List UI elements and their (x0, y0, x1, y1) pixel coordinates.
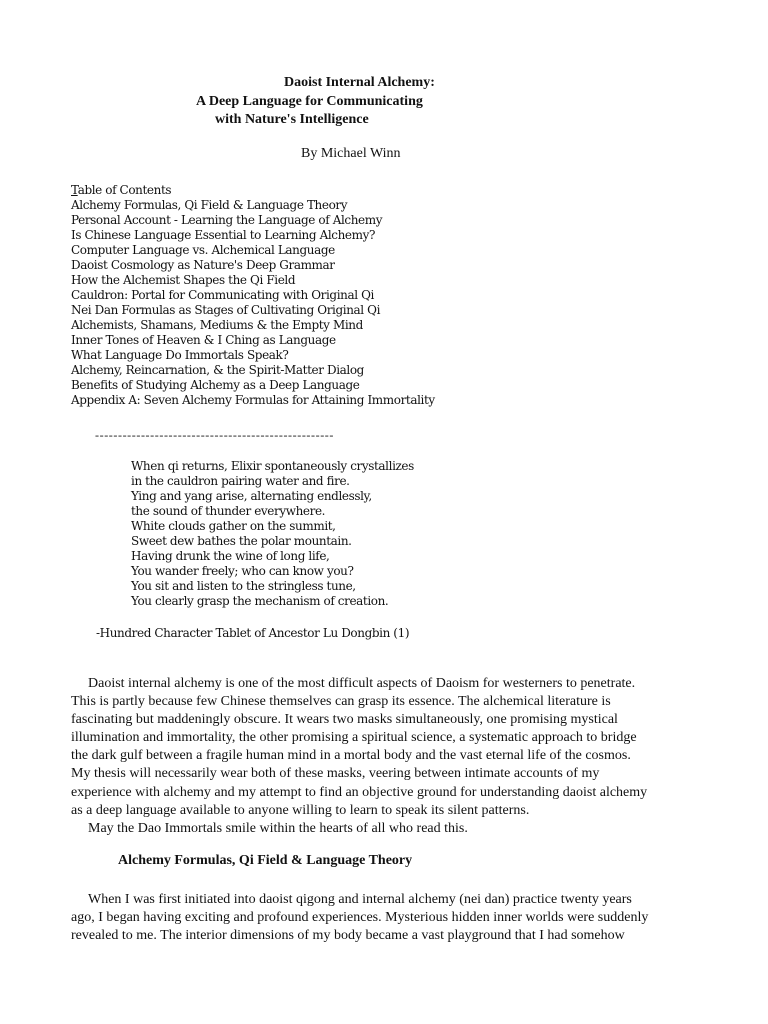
blessing-line: May the Dao Immortals smile within the hearts of all who read this. (88, 820, 468, 836)
toc-item: Alchemy, Reincarnation, & the Spirit-Matter Dialog (71, 363, 364, 377)
body-line: revealed to me. The interior dimensions of my body became a vast playground that I had somehow (71, 928, 625, 944)
section-heading: Alchemy Formulas, Qi Field & Language Theory (118, 853, 413, 868)
toc-item: Nei Dan Formulas as Stages of Cultivating Original Qi (71, 303, 381, 317)
section-paragraph (71, 891, 731, 945)
poem-line: Having drunk the wine of long life, (131, 549, 330, 563)
poem-line: White clouds gather on the summit, (131, 519, 336, 533)
section-divider: ---------------------------------------------------- (95, 428, 334, 442)
toc-item: Daoist Cosmology as Nature's Deep Grammar (71, 258, 335, 272)
poem-line: the sound of thunder everywhere. (131, 504, 326, 518)
toc-heading-rest: able of Contents (77, 183, 172, 197)
title-line-2: A Deep Language for Communicating (196, 94, 423, 109)
toc-item: Inner Tones of Heaven & I Ching as Language (71, 333, 336, 347)
toc-item: Appendix A: Seven Alchemy Formulas for Attaining Immortality (71, 393, 435, 407)
body-line: experience with alchemy and my attempt to find an objective ground for understanding daoist alchemy (71, 784, 648, 800)
poem-line: Ying and yang arise, alternating endlessly, (131, 489, 372, 503)
toc-item: Is Chinese Language Essential to Learning Alchemy? (71, 228, 376, 242)
title-line-1: Daoist Internal Alchemy: (284, 75, 435, 90)
body-line: This is partly because few Chinese themselves can grasp its essence. The alchemical literature is (71, 694, 611, 710)
intro-paragraph (71, 675, 731, 838)
toc-heading-initial: T (71, 183, 78, 197)
poem-line: in the cauldron pairing water and fire. (131, 474, 350, 488)
body-line: the dark gulf between a fragile human mind in a mortal body and the vast eternal life of the cosmos. (71, 748, 631, 764)
toc-item: Alchemy Formulas, Qi Field & Language Theory (71, 198, 348, 212)
toc-item: Cauldron: Portal for Communicating with Original Qi (71, 288, 374, 302)
epigraph-poem (131, 459, 414, 609)
poem-line: Sweet dew bathes the polar mountain. (131, 534, 352, 548)
poem-line: You sit and listen to the stringless tune, (131, 579, 356, 593)
toc-item: Alchemists, Shamans, Mediums & the Empty Mind (71, 318, 363, 332)
title-line-3: with Nature's Intelligence (215, 112, 369, 127)
body-line: Daoist internal alchemy is one of the most difficult aspects of Daoism for westerners to penetrate. (88, 676, 636, 691)
body-line: When I was first initiated into daoist qigong and internal alchemy (nei dan) practice twenty years (88, 892, 632, 907)
body-line: fascinating but maddeningly obscure. It wears two masks simultaneously, one promising mystical (71, 712, 618, 728)
toc-item: What Language Do Immortals Speak? (71, 348, 289, 362)
poem-line: You wander freely; who can know you? (131, 564, 354, 578)
body-line: My thesis will necessarily wear both of these masks, veering between intimate accounts of my (71, 766, 600, 782)
author-byline: By Michael Winn (301, 146, 401, 161)
body-line: illumination and immortality, the other promising a spiritual science, a systematic approach to bridge (71, 730, 637, 746)
toc-item: Computer Language vs. Alchemical Language (71, 243, 335, 257)
poem-line: When qi returns, Elixir spontaneously crystallizes (131, 459, 414, 473)
body-line: as a deep language available to anyone willing to learn to speak its silent patterns. (71, 802, 530, 818)
toc-item: Personal Account - Learning the Language of Alchemy (71, 213, 383, 227)
poem-line: You clearly grasp the mechanism of creation. (131, 594, 389, 608)
poem-attribution: -Hundred Character Tablet of Ancestor Lu Dongbin (1) (96, 626, 410, 640)
body-line: ago, I began having exciting and profound experiences. Mysterious hidden inner worlds were suddenly (71, 910, 649, 926)
toc-heading (71, 183, 435, 198)
table-of-contents (71, 183, 435, 408)
toc-item: Benefits of Studying Alchemy as a Deep Language (71, 378, 360, 392)
toc-item: How the Alchemist Shapes the Qi Field (71, 273, 296, 287)
